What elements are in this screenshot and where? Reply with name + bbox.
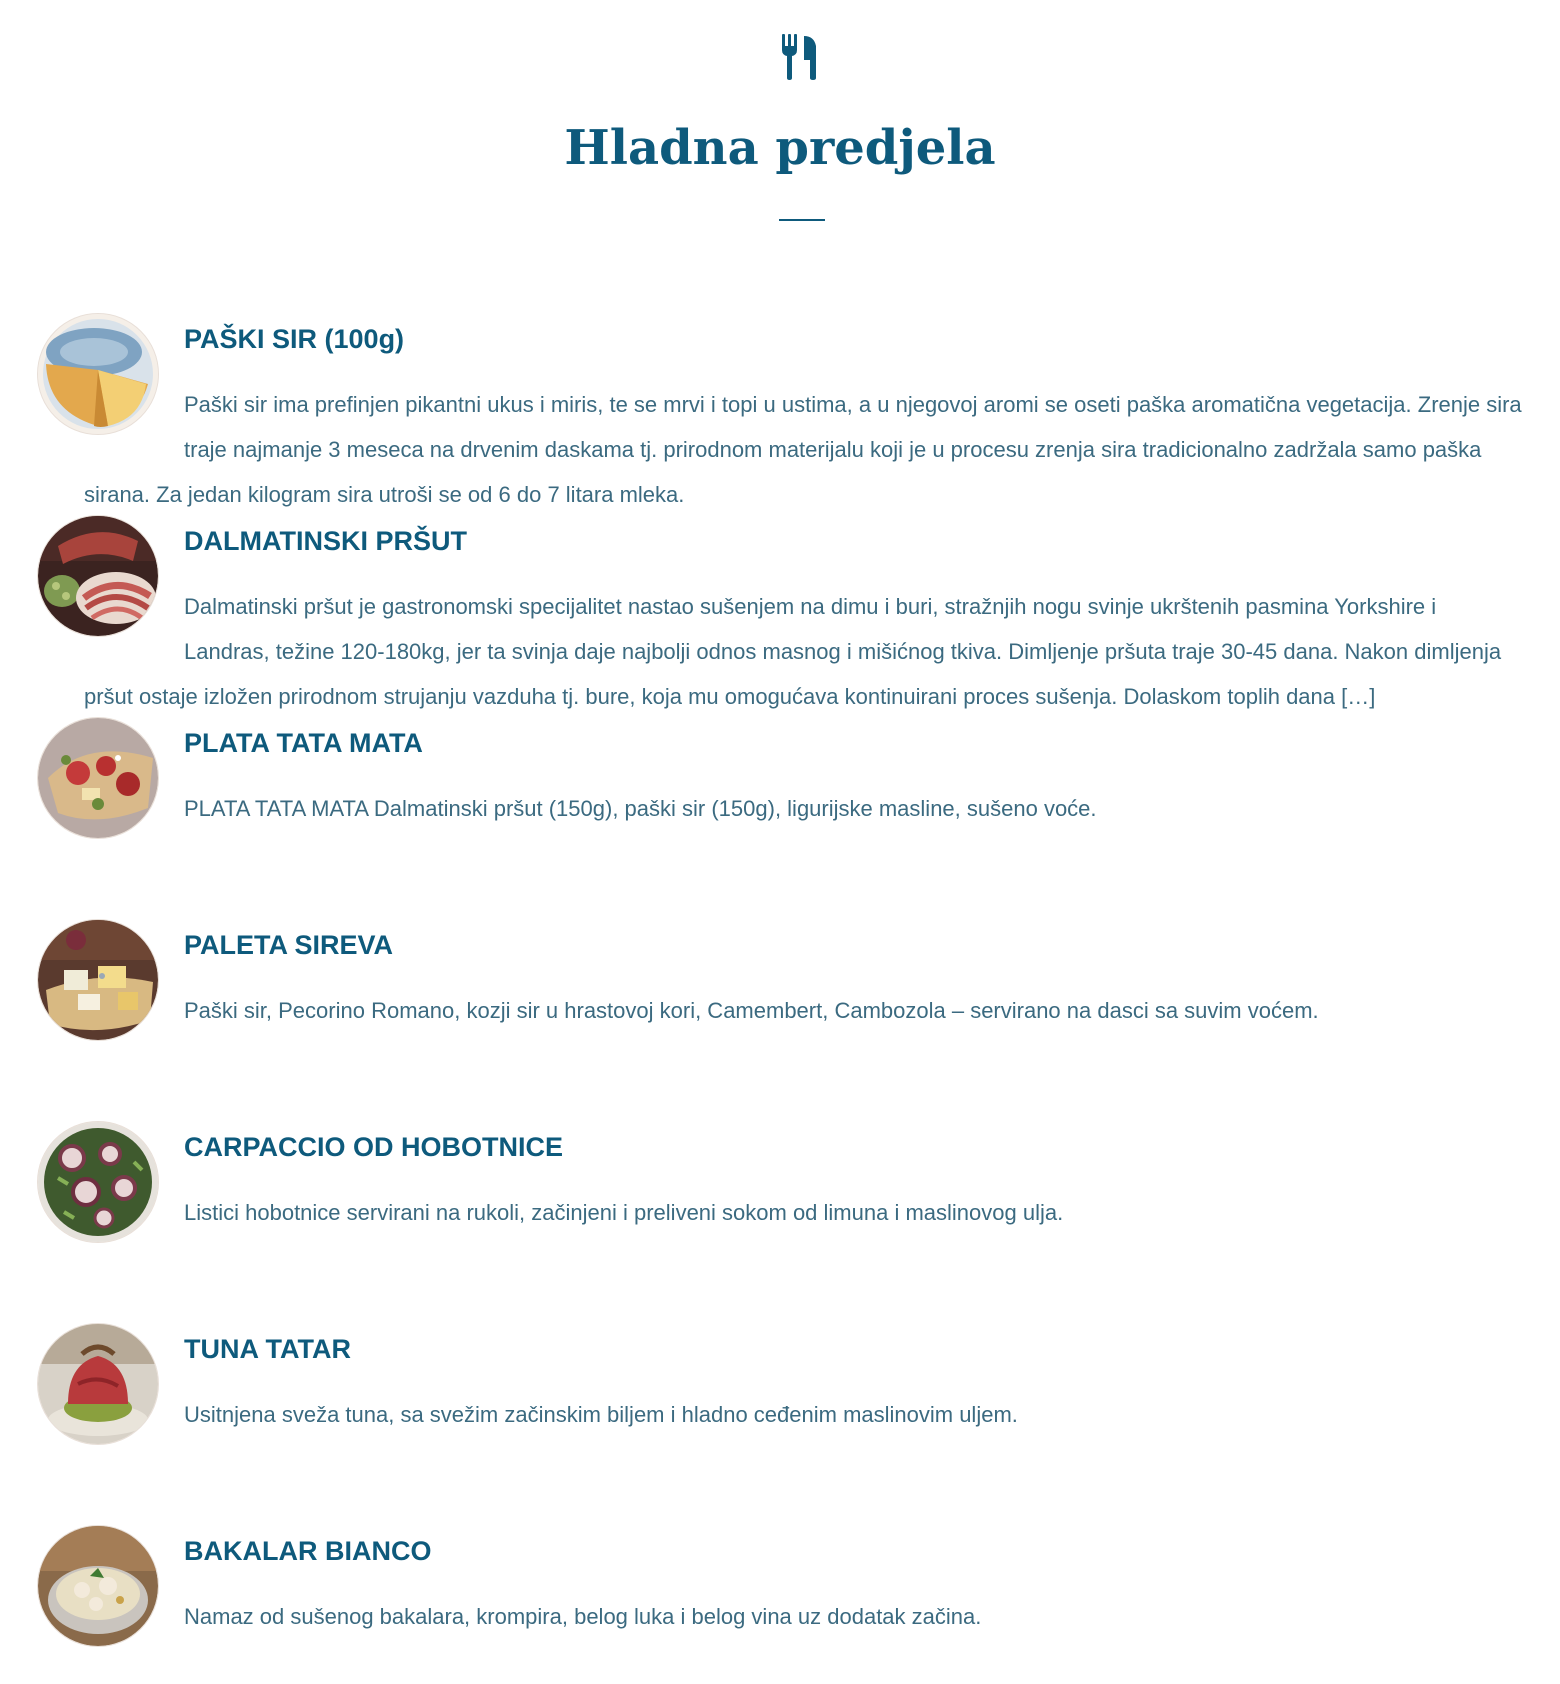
item-title: PLATA TATA MATA [184, 728, 423, 758]
item-description: PLATA TATA MATA Dalmatinski pršut (150g), paški sir (150g), ligurijske masline, sušeno voće. [184, 796, 1097, 821]
item-description: Paški sir, Pecorino Romano, kozji sir u hrastovoj kori, Camembert, Cambozola – servirano na dasci sa suvim voćem. [184, 998, 1319, 1023]
item-title: PAŠKI SIR (100g) [184, 324, 405, 354]
cheese-selection-photo [38, 920, 158, 1040]
item-description: Usitnjena sveža tuna, sa svežim začinskim biljem i hladno ceđenim maslinovim uljem. [184, 1402, 1018, 1427]
item-description: Paški sir ima prefinjen pikantni ukus i miris, te se mrvi i topi u ustima, a u njegovoj aromi se oseti paška aromatična vegetacija. Zrenje sira traje najmanje 3 meseca na drvenim daskama tj. prirodnom materijalu koji je u procesu zrenja sira tradicionalno zadržala samo paška sirana. Za jedan kilogram sira utroši se od 6 do 7 litara mleka. [84, 392, 1522, 507]
item-title: DALMATINSKI PRŠUT [184, 526, 467, 556]
item-description: Namaz od sušenog bakalara, krompira, belog luka i belog vina uz dodatak začina. [184, 1604, 982, 1629]
item-title: TUNA TATAR [184, 1334, 351, 1364]
item-title: BAKALAR BIANCO [184, 1536, 432, 1566]
item-description: Dalmatinski pršut je gastronomski specijalitet nastao sušenjem na dimu i buri, stražnjih nogu svinje ukrštenih pasmina Yorkshire i Landras, težine 120-180kg, jer ta svinja daje najbolji odnos masnog i mišićnog tkiva. Dimljenje pršuta traje 30-45 dana. Nakon dimljenja pršut ostaje izložen prirodnom strujanju vazduha tj. bure, koja mu omogućava kontinuirani proces sušenja. Dolaskom toplih dana […] [84, 594, 1502, 709]
item-description: Listici hobotnice servirani na rukoli, začinjeni i preliveni sokom od limuna i maslinovog ulja. [184, 1200, 1064, 1225]
menu-section-header [0, 0, 1560, 240]
section-title: Hladna predjela [564, 120, 996, 176]
octopus-carpaccio-photo [38, 1122, 158, 1242]
meat-cheese-board-photo [38, 718, 158, 838]
fork-knife-icon [780, 34, 820, 80]
bakalar-spread-photo [38, 1526, 158, 1646]
title-divider [779, 219, 825, 221]
item-title: PALETA SIREVA [184, 930, 394, 960]
tuna-tartare-photo [38, 1324, 158, 1444]
item-title: CARPACCIO OD HOBOTNICE [184, 1132, 564, 1162]
